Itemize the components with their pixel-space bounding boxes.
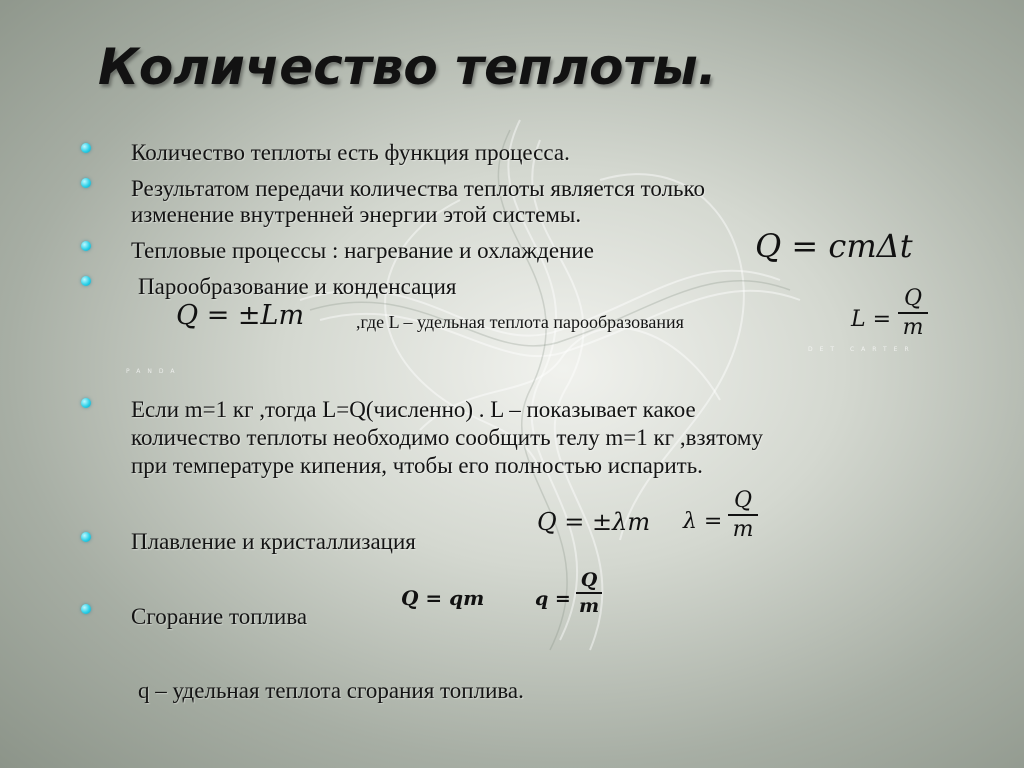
formula-lambda-fraction <box>728 488 758 542</box>
formula-fuel: Q = qm <box>401 586 485 610</box>
fraction-numerator: Q <box>580 569 598 591</box>
bullet-text-thermal-processes: Тепловые процессы : нагревание и охлаждение <box>131 238 594 263</box>
watermark-right: DET CARTER <box>808 346 916 353</box>
fraction-numerator: Q <box>733 488 753 513</box>
bullet-marker <box>81 276 91 286</box>
fraction-numerator: Q <box>903 286 923 311</box>
formula-L-fraction <box>898 286 928 340</box>
watermark-left: PANDA <box>126 368 182 375</box>
fraction-denominator: m <box>732 516 754 542</box>
formula-lambda-lhs: λ = <box>683 509 723 534</box>
fraction-denominator: m <box>578 594 600 617</box>
fuel-heat-footnote: q – удельная теплота сгорания топлива. <box>138 678 524 703</box>
bullet-marker <box>81 241 91 251</box>
formula-q-fraction <box>576 569 602 617</box>
bullet-marker <box>81 532 91 542</box>
formula-L-lhs: L = <box>851 307 892 332</box>
fraction-denominator: m <box>902 314 924 340</box>
fraction-bar <box>898 312 928 314</box>
bullet-marker <box>81 398 91 408</box>
fraction-bar <box>728 514 758 516</box>
bullet-text-latent-heat-line3: при температуре кипения, чтобы его полностью испарить. <box>131 453 703 478</box>
slide-title: Количество теплоты. <box>98 38 717 96</box>
formula-vaporization: Q = ±Lm <box>176 300 305 331</box>
bullet-text-latent-heat-line2: количество теплоты необходимо сообщить телу m=1 кг ,взятому <box>131 425 763 450</box>
fraction-bar <box>576 592 602 594</box>
bullet-marker <box>81 143 91 153</box>
bullet-text-melting: Плавление и кристаллизация <box>131 529 416 554</box>
bullet-text-heat-transfer-line2: изменение внутренней энергии этой системы. <box>131 202 582 227</box>
formula-melting: Q = ±λm <box>537 508 651 536</box>
vaporization-heat-note: ,где L – удельная теплота парообразования <box>356 312 684 332</box>
bullet-text-heat-transfer-line1: Результатом передачи количества теплоты является только <box>131 176 706 201</box>
bullet-text-vaporization: Парообразование и конденсация <box>138 274 457 299</box>
bullet-marker <box>81 604 91 614</box>
formula-heat-capacity: Q = cmΔt <box>755 227 913 265</box>
bullet-text-latent-heat-line1: Если m=1 кг ,тогда L=Q(численно) . L – показывает какое <box>131 397 696 422</box>
bullet-marker <box>81 178 91 188</box>
bullet-text-process-function: Количество теплоты есть функция процесса. <box>131 140 570 165</box>
bullet-text-fuel-combustion: Сгорание топлива <box>131 604 308 629</box>
formula-q-lhs: q = <box>535 588 571 610</box>
